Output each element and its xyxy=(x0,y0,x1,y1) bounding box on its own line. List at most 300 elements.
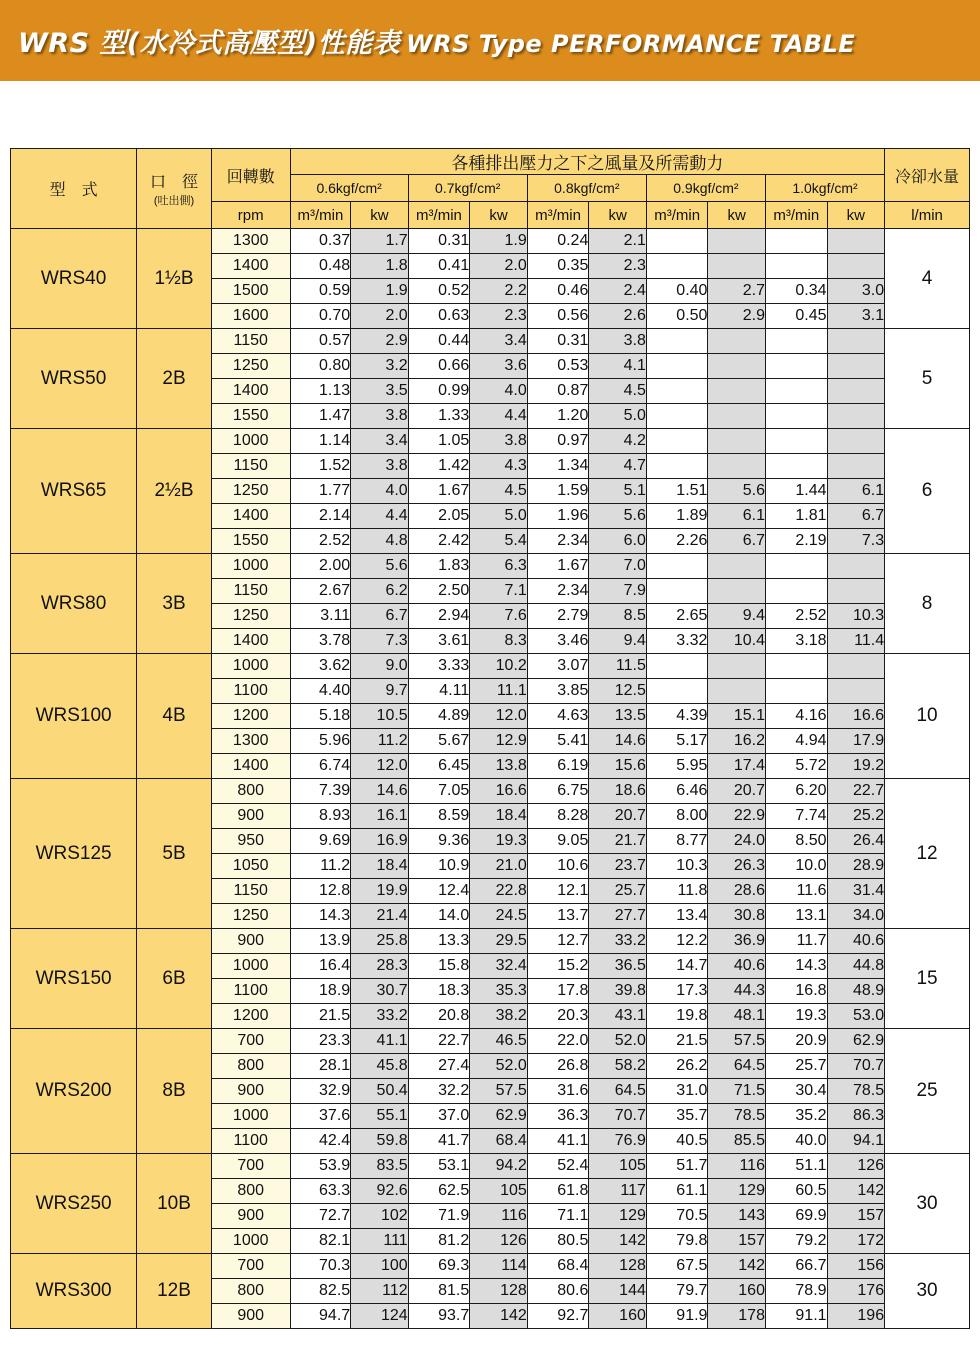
flow-cell xyxy=(646,679,708,704)
power-kw-cell: 5.1 xyxy=(589,479,647,504)
rpm-cell: 1150 xyxy=(211,879,290,904)
flow-cell: 12.2 xyxy=(646,929,708,954)
power-kw-cell: 4.7 xyxy=(589,454,647,479)
flow-cell: 20.8 xyxy=(408,1004,470,1029)
flow-cell xyxy=(646,404,708,429)
power-kw-cell: 3.8 xyxy=(351,454,409,479)
power-kw-cell: 43.1 xyxy=(589,1004,647,1029)
flow-cell: 0.63 xyxy=(408,304,470,329)
power-kw-cell: 4.4 xyxy=(351,504,409,529)
power-kw-cell: 14.6 xyxy=(589,729,647,754)
flow-cell: 10.0 xyxy=(765,854,827,879)
table-row xyxy=(11,329,970,354)
flow-cell: 18.3 xyxy=(408,979,470,1004)
rpm-cell: 1250 xyxy=(211,904,290,929)
power-kw-cell xyxy=(708,254,766,279)
rpm-cell: 1000 xyxy=(211,954,290,979)
flow-cell: 0.70 xyxy=(290,304,351,329)
flow-cell: 0.40 xyxy=(646,279,708,304)
flow-cell: 0.31 xyxy=(408,229,470,254)
flow-cell: 7.39 xyxy=(290,779,351,804)
flow-cell xyxy=(765,679,827,704)
power-kw-cell: 9.4 xyxy=(589,629,647,654)
table-row xyxy=(11,1154,970,1179)
pressure-header: 1.0kgf/cm² xyxy=(765,175,884,202)
flow-cell: 6.45 xyxy=(408,754,470,779)
power-kw-cell: 2.6 xyxy=(589,304,647,329)
power-kw-cell: 16.1 xyxy=(351,804,409,829)
rpm-cell: 1250 xyxy=(211,354,290,379)
power-kw-cell: 29.5 xyxy=(470,929,528,954)
flow-cell xyxy=(646,254,708,279)
unit-flow: m³/min xyxy=(646,202,708,229)
flow-cell: 5.41 xyxy=(527,729,589,754)
flow-cell: 42.4 xyxy=(290,1129,351,1154)
power-kw-cell xyxy=(827,379,885,404)
col-water-header: 冷卻水量 xyxy=(885,149,970,202)
power-kw-cell: 22.8 xyxy=(470,879,528,904)
flow-cell xyxy=(646,579,708,604)
power-kw-cell: 5.6 xyxy=(351,554,409,579)
unit-kw: kw xyxy=(827,202,885,229)
power-kw-cell: 24.5 xyxy=(470,904,528,929)
power-kw-cell xyxy=(827,654,885,679)
flow-cell: 1.13 xyxy=(290,379,351,404)
col-rpm-header: 回轉數 xyxy=(211,149,290,202)
model-name: WRS80 xyxy=(11,554,137,654)
flow-cell: 68.4 xyxy=(527,1254,589,1279)
power-kw-cell: 70.7 xyxy=(827,1054,885,1079)
flow-cell: 2.14 xyxy=(290,504,351,529)
power-kw-cell: 83.5 xyxy=(351,1154,409,1179)
power-kw-cell: 142 xyxy=(708,1254,766,1279)
power-kw-cell: 143 xyxy=(708,1204,766,1229)
power-kw-cell: 6.7 xyxy=(827,504,885,529)
power-kw-cell: 64.5 xyxy=(589,1079,647,1104)
flow-cell: 2.94 xyxy=(408,604,470,629)
flow-cell: 71.1 xyxy=(527,1204,589,1229)
cooling-water-cell: 12 xyxy=(885,779,970,929)
flow-cell: 0.35 xyxy=(527,254,589,279)
flow-cell: 1.96 xyxy=(527,504,589,529)
flow-cell: 3.33 xyxy=(408,654,470,679)
power-kw-cell: 12.0 xyxy=(470,704,528,729)
power-kw-cell: 2.9 xyxy=(351,329,409,354)
flow-cell: 37.6 xyxy=(290,1104,351,1129)
flow-cell: 91.9 xyxy=(646,1304,708,1329)
power-kw-cell: 114 xyxy=(470,1254,528,1279)
flow-cell: 79.7 xyxy=(646,1279,708,1304)
flow-cell xyxy=(765,654,827,679)
flow-cell: 1.05 xyxy=(408,429,470,454)
power-kw-cell: 11.2 xyxy=(351,729,409,754)
flow-cell xyxy=(765,429,827,454)
power-kw-cell: 4.5 xyxy=(470,479,528,504)
power-kw-cell: 52.0 xyxy=(589,1029,647,1054)
flow-cell: 69.9 xyxy=(765,1204,827,1229)
flow-cell: 2.19 xyxy=(765,529,827,554)
port-size: 2½B xyxy=(137,429,212,554)
flow-cell: 62.5 xyxy=(408,1179,470,1204)
power-kw-cell: 7.0 xyxy=(589,554,647,579)
cooling-water-cell: 10 xyxy=(885,654,970,779)
flow-cell: 3.18 xyxy=(765,629,827,654)
rpm-cell: 1550 xyxy=(211,404,290,429)
model-name: WRS100 xyxy=(11,654,137,779)
power-kw-cell xyxy=(827,429,885,454)
power-kw-cell xyxy=(827,554,885,579)
unit-kw: kw xyxy=(351,202,409,229)
power-kw-cell: 13.8 xyxy=(470,754,528,779)
power-kw-cell: 10.4 xyxy=(708,629,766,654)
flow-cell: 22.0 xyxy=(527,1029,589,1054)
power-kw-cell: 14.6 xyxy=(351,779,409,804)
power-kw-cell: 22.7 xyxy=(827,779,885,804)
power-kw-cell: 44.8 xyxy=(827,954,885,979)
flow-cell: 5.95 xyxy=(646,754,708,779)
flow-cell: 26.8 xyxy=(527,1054,589,1079)
flow-cell: 25.7 xyxy=(765,1054,827,1079)
power-kw-cell: 111 xyxy=(351,1229,409,1254)
rpm-cell: 1150 xyxy=(211,454,290,479)
power-kw-cell: 20.7 xyxy=(708,779,766,804)
power-kw-cell xyxy=(827,454,885,479)
flow-cell: 12.7 xyxy=(527,929,589,954)
power-kw-cell: 78.5 xyxy=(827,1079,885,1104)
unit-flow: m³/min xyxy=(408,202,470,229)
flow-cell: 61.1 xyxy=(646,1179,708,1204)
power-kw-cell: 40.6 xyxy=(827,929,885,954)
power-kw-cell: 11.1 xyxy=(470,679,528,704)
table-row xyxy=(11,554,970,579)
flow-cell: 9.69 xyxy=(290,829,351,854)
flow-cell: 1.34 xyxy=(527,454,589,479)
power-kw-cell: 117 xyxy=(589,1179,647,1204)
flow-cell: 91.1 xyxy=(765,1304,827,1329)
power-kw-cell: 2.0 xyxy=(351,304,409,329)
power-kw-cell: 128 xyxy=(470,1279,528,1304)
flow-cell: 6.19 xyxy=(527,754,589,779)
port-size: 10B xyxy=(137,1154,212,1254)
power-kw-cell: 5.0 xyxy=(589,404,647,429)
flow-cell: 14.3 xyxy=(290,904,351,929)
power-kw-cell: 112 xyxy=(351,1279,409,1304)
power-kw-cell xyxy=(827,679,885,704)
power-kw-cell: 16.2 xyxy=(708,729,766,754)
power-kw-cell: 116 xyxy=(470,1204,528,1229)
title-en: WRS Type PERFORMANCE TABLE xyxy=(406,30,856,58)
power-kw-cell: 24.0 xyxy=(708,829,766,854)
flow-cell: 0.87 xyxy=(527,379,589,404)
rpm-cell: 1600 xyxy=(211,304,290,329)
flow-cell: 8.77 xyxy=(646,829,708,854)
model-name: WRS50 xyxy=(11,329,137,429)
flow-cell: 3.85 xyxy=(527,679,589,704)
flow-cell: 0.59 xyxy=(290,279,351,304)
power-kw-cell xyxy=(708,379,766,404)
rpm-cell: 1000 xyxy=(211,554,290,579)
port-size: 3B xyxy=(137,554,212,654)
flow-cell: 1.42 xyxy=(408,454,470,479)
flow-cell: 0.80 xyxy=(290,354,351,379)
flow-cell: 1.47 xyxy=(290,404,351,429)
power-kw-cell: 142 xyxy=(589,1229,647,1254)
power-kw-cell: 126 xyxy=(827,1154,885,1179)
flow-cell: 1.52 xyxy=(290,454,351,479)
power-kw-cell: 17.9 xyxy=(827,729,885,754)
rpm-cell: 1100 xyxy=(211,679,290,704)
flow-cell: 0.31 xyxy=(527,329,589,354)
flow-cell: 41.7 xyxy=(408,1129,470,1154)
flow-cell xyxy=(765,454,827,479)
power-kw-cell: 4.0 xyxy=(470,379,528,404)
power-kw-cell: 3.8 xyxy=(589,329,647,354)
flow-cell: 70.3 xyxy=(290,1254,351,1279)
flow-cell: 2.34 xyxy=(527,529,589,554)
flow-cell: 31.6 xyxy=(527,1079,589,1104)
power-kw-cell: 7.1 xyxy=(470,579,528,604)
power-kw-cell: 3.6 xyxy=(470,354,528,379)
flow-cell: 26.2 xyxy=(646,1054,708,1079)
power-kw-cell: 3.2 xyxy=(351,354,409,379)
rpm-cell: 1300 xyxy=(211,229,290,254)
power-kw-cell: 18.4 xyxy=(470,804,528,829)
power-kw-cell: 2.7 xyxy=(708,279,766,304)
power-kw-cell: 58.2 xyxy=(589,1054,647,1079)
col-port-sublabel: (吐出側) xyxy=(153,195,195,207)
power-kw-cell: 28.3 xyxy=(351,954,409,979)
power-kw-cell: 178 xyxy=(708,1304,766,1329)
flow-cell: 0.34 xyxy=(765,279,827,304)
power-kw-cell: 27.7 xyxy=(589,904,647,929)
flow-cell: 5.67 xyxy=(408,729,470,754)
flow-cell: 51.7 xyxy=(646,1154,708,1179)
flow-cell: 6.75 xyxy=(527,779,589,804)
flow-cell: 11.6 xyxy=(765,879,827,904)
flow-cell: 20.3 xyxy=(527,1004,589,1029)
unit-flow: m³/min xyxy=(290,202,351,229)
power-kw-cell xyxy=(708,429,766,454)
flow-cell: 9.05 xyxy=(527,829,589,854)
flow-cell: 10.6 xyxy=(527,854,589,879)
flow-cell: 4.40 xyxy=(290,679,351,704)
power-kw-cell: 28.9 xyxy=(827,854,885,879)
flow-cell: 4.16 xyxy=(765,704,827,729)
rpm-cell: 900 xyxy=(211,804,290,829)
power-kw-cell xyxy=(708,554,766,579)
power-kw-cell: 2.1 xyxy=(589,229,647,254)
flow-cell: 93.7 xyxy=(408,1304,470,1329)
power-kw-cell: 44.3 xyxy=(708,979,766,1004)
power-kw-cell: 4.2 xyxy=(589,429,647,454)
flow-cell: 14.3 xyxy=(765,954,827,979)
table-row xyxy=(11,654,970,679)
power-kw-cell: 35.3 xyxy=(470,979,528,1004)
power-kw-cell: 3.1 xyxy=(827,304,885,329)
power-kw-cell: 3.4 xyxy=(351,429,409,454)
power-kw-cell xyxy=(827,354,885,379)
flow-cell: 3.61 xyxy=(408,629,470,654)
power-kw-cell xyxy=(708,579,766,604)
flow-cell: 16.4 xyxy=(290,954,351,979)
power-kw-cell: 7.6 xyxy=(470,604,528,629)
power-kw-cell: 5.4 xyxy=(470,529,528,554)
power-kw-cell: 13.5 xyxy=(589,704,647,729)
power-kw-cell xyxy=(827,254,885,279)
flow-cell: 0.52 xyxy=(408,279,470,304)
flow-cell: 82.1 xyxy=(290,1229,351,1254)
flow-cell: 1.67 xyxy=(527,554,589,579)
power-kw-cell: 9.7 xyxy=(351,679,409,704)
port-size: 2B xyxy=(137,329,212,429)
power-kw-cell: 3.0 xyxy=(827,279,885,304)
flow-cell: 31.0 xyxy=(646,1079,708,1104)
power-kw-cell xyxy=(708,454,766,479)
power-kw-cell: 160 xyxy=(708,1279,766,1304)
power-kw-cell: 26.3 xyxy=(708,854,766,879)
flow-cell: 4.94 xyxy=(765,729,827,754)
flow-cell xyxy=(765,329,827,354)
flow-cell: 2.05 xyxy=(408,504,470,529)
power-kw-cell: 76.9 xyxy=(589,1129,647,1154)
power-kw-cell: 36.9 xyxy=(708,929,766,954)
flow-cell xyxy=(646,429,708,454)
flow-cell: 30.4 xyxy=(765,1079,827,1104)
port-size: 4B xyxy=(137,654,212,779)
cooling-water-cell: 30 xyxy=(885,1254,970,1329)
flow-cell: 2.65 xyxy=(646,604,708,629)
power-kw-cell: 156 xyxy=(827,1254,885,1279)
flow-cell: 1.67 xyxy=(408,479,470,504)
power-kw-cell xyxy=(708,354,766,379)
flow-cell: 2.00 xyxy=(290,554,351,579)
flow-cell: 32.9 xyxy=(290,1079,351,1104)
flow-cell: 1.59 xyxy=(527,479,589,504)
power-kw-cell: 36.5 xyxy=(589,954,647,979)
power-kw-cell: 128 xyxy=(589,1254,647,1279)
power-kw-cell: 3.8 xyxy=(351,404,409,429)
power-kw-cell: 7.3 xyxy=(351,629,409,654)
power-kw-cell: 21.4 xyxy=(351,904,409,929)
power-kw-cell: 160 xyxy=(589,1304,647,1329)
rpm-cell: 1250 xyxy=(211,479,290,504)
flow-cell: 0.46 xyxy=(527,279,589,304)
flow-cell: 19.3 xyxy=(765,1004,827,1029)
flow-cell: 18.9 xyxy=(290,979,351,1004)
power-kw-cell: 6.7 xyxy=(708,529,766,554)
flow-cell: 92.7 xyxy=(527,1304,589,1329)
power-kw-cell: 34.0 xyxy=(827,904,885,929)
flow-cell: 71.9 xyxy=(408,1204,470,1229)
port-size: 5B xyxy=(137,779,212,929)
flow-cell: 3.11 xyxy=(290,604,351,629)
flow-cell: 72.7 xyxy=(290,1204,351,1229)
flow-cell: 27.4 xyxy=(408,1054,470,1079)
flow-cell: 1.44 xyxy=(765,479,827,504)
flow-cell: 3.46 xyxy=(527,629,589,654)
flow-cell: 15.2 xyxy=(527,954,589,979)
flow-cell: 1.89 xyxy=(646,504,708,529)
flow-cell: 10.9 xyxy=(408,854,470,879)
rpm-cell: 1000 xyxy=(211,1104,290,1129)
power-kw-cell: 1.8 xyxy=(351,254,409,279)
flow-cell: 14.0 xyxy=(408,904,470,929)
power-kw-cell: 46.5 xyxy=(470,1029,528,1054)
flow-cell: 69.3 xyxy=(408,1254,470,1279)
power-kw-cell: 25.2 xyxy=(827,804,885,829)
power-kw-cell: 12.5 xyxy=(589,679,647,704)
flow-cell: 4.89 xyxy=(408,704,470,729)
power-kw-cell: 18.6 xyxy=(589,779,647,804)
unit-rpm: rpm xyxy=(211,202,290,229)
power-kw-cell: 23.7 xyxy=(589,854,647,879)
power-kw-cell: 116 xyxy=(708,1154,766,1179)
flow-cell: 22.7 xyxy=(408,1029,470,1054)
table-row xyxy=(11,779,970,804)
performance-table xyxy=(10,148,970,1329)
power-kw-cell: 57.5 xyxy=(470,1079,528,1104)
unit-kw: kw xyxy=(708,202,766,229)
flow-cell: 10.3 xyxy=(646,854,708,879)
flow-cell: 37.0 xyxy=(408,1104,470,1129)
flow-cell: 17.8 xyxy=(527,979,589,1004)
rpm-cell: 800 xyxy=(211,779,290,804)
power-kw-cell: 11.5 xyxy=(589,654,647,679)
power-kw-cell: 2.2 xyxy=(470,279,528,304)
power-kw-cell: 6.1 xyxy=(827,479,885,504)
flow-cell: 79.8 xyxy=(646,1229,708,1254)
power-kw-cell: 105 xyxy=(589,1154,647,1179)
flow-cell xyxy=(646,329,708,354)
flow-cell: 12.8 xyxy=(290,879,351,904)
flow-cell: 63.3 xyxy=(290,1179,351,1204)
flow-cell: 16.8 xyxy=(765,979,827,1004)
power-kw-cell: 12.0 xyxy=(351,754,409,779)
flow-cell: 53.1 xyxy=(408,1154,470,1179)
flow-cell: 5.18 xyxy=(290,704,351,729)
col-port-header xyxy=(137,149,212,229)
power-kw-cell: 45.8 xyxy=(351,1054,409,1079)
power-kw-cell: 68.4 xyxy=(470,1129,528,1154)
flow-cell: 4.39 xyxy=(646,704,708,729)
power-kw-cell: 62.9 xyxy=(470,1104,528,1129)
power-kw-cell: 4.1 xyxy=(589,354,647,379)
power-kw-cell: 86.3 xyxy=(827,1104,885,1129)
power-kw-cell: 3.4 xyxy=(470,329,528,354)
flow-cell: 11.2 xyxy=(290,854,351,879)
flow-cell xyxy=(646,554,708,579)
power-kw-cell xyxy=(708,654,766,679)
power-kw-cell: 53.0 xyxy=(827,1004,885,1029)
table-row xyxy=(11,1029,970,1054)
flow-cell: 13.4 xyxy=(646,904,708,929)
power-kw-cell: 2.3 xyxy=(470,304,528,329)
rpm-cell: 1300 xyxy=(211,729,290,754)
cooling-water-cell: 25 xyxy=(885,1029,970,1154)
power-kw-cell: 2.0 xyxy=(470,254,528,279)
power-kw-cell: 64.5 xyxy=(708,1054,766,1079)
flow-cell: 0.45 xyxy=(765,304,827,329)
flow-cell: 8.93 xyxy=(290,804,351,829)
flow-cell: 13.9 xyxy=(290,929,351,954)
flow-cell: 78.9 xyxy=(765,1279,827,1304)
flow-cell: 0.37 xyxy=(290,229,351,254)
power-kw-cell: 4.3 xyxy=(470,454,528,479)
flow-cell: 0.41 xyxy=(408,254,470,279)
flow-cell: 12.4 xyxy=(408,879,470,904)
power-kw-cell: 10.2 xyxy=(470,654,528,679)
power-kw-cell xyxy=(708,329,766,354)
